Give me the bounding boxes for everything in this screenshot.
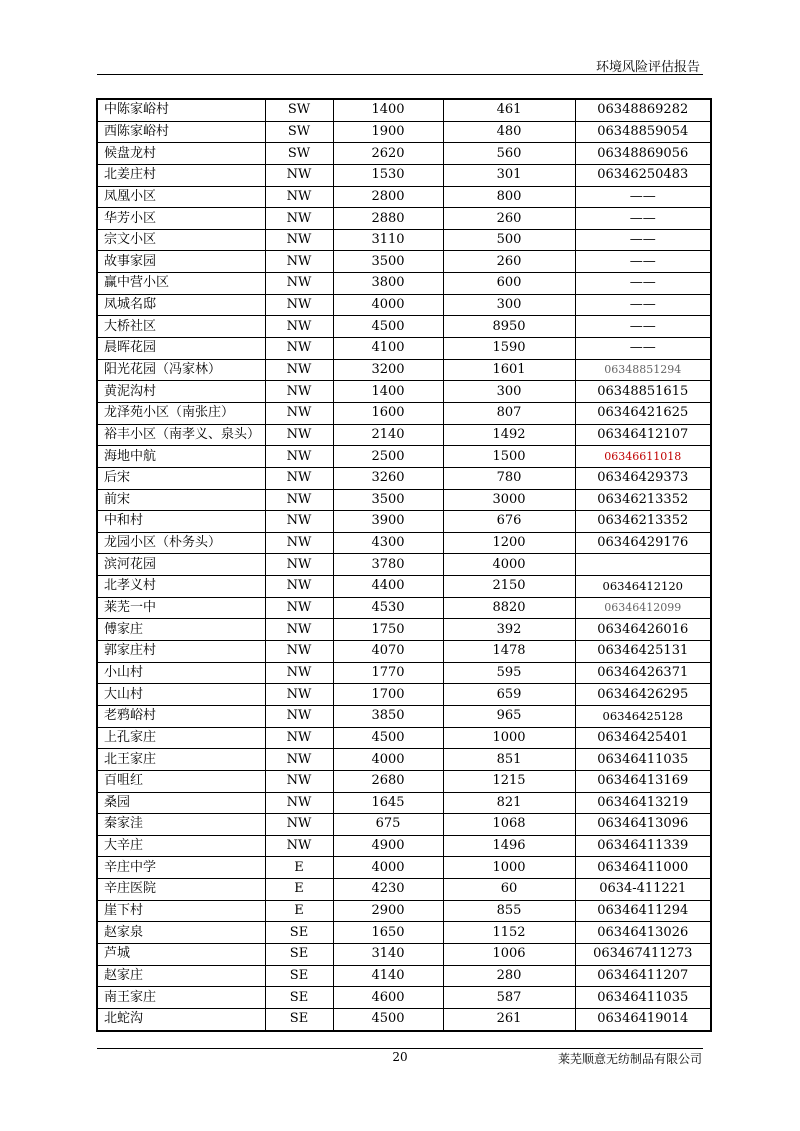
table-row <box>97 576 711 598</box>
population-cell: 1601 <box>443 359 575 381</box>
distance-cell: 3500 <box>333 489 443 511</box>
place-name-cell: 秦家洼 <box>97 814 265 836</box>
population-cell: 300 <box>443 381 575 403</box>
direction-cell: NW <box>265 705 333 727</box>
population-cell: 595 <box>443 662 575 684</box>
population-cell: 2150 <box>443 576 575 598</box>
distance-cell: 4230 <box>333 879 443 901</box>
phone-cell: —— <box>575 251 711 273</box>
table-row <box>97 532 711 554</box>
phone-cell: 06346412107 <box>575 424 711 446</box>
direction-cell: NW <box>265 273 333 295</box>
direction-cell: NW <box>265 749 333 771</box>
population-cell: 1152 <box>443 922 575 944</box>
phone-cell: 06346419014 <box>575 1008 711 1030</box>
table-row <box>97 489 711 511</box>
population-cell: 1200 <box>443 532 575 554</box>
distance-cell: 4500 <box>333 316 443 338</box>
place-name-cell: 赢中营小区 <box>97 273 265 295</box>
direction-cell: NW <box>265 554 333 576</box>
table-row <box>97 879 711 901</box>
direction-cell: NW <box>265 424 333 446</box>
table-row <box>97 338 711 360</box>
population-cell: 8950 <box>443 316 575 338</box>
phone-cell: 06346425131 <box>575 641 711 663</box>
direction-cell: NW <box>265 489 333 511</box>
distance-cell: 3200 <box>333 359 443 381</box>
place-name-cell: 后宋 <box>97 467 265 489</box>
phone-cell: 063467411273 <box>575 943 711 965</box>
place-name-cell: 小山村 <box>97 662 265 684</box>
direction-cell: NW <box>265 684 333 706</box>
direction-cell: NW <box>265 251 333 273</box>
table-row <box>97 705 711 727</box>
phone-cell: 06348851294 <box>575 359 711 381</box>
population-cell: 260 <box>443 208 575 230</box>
phone-cell: 06346413026 <box>575 922 711 944</box>
population-cell: 659 <box>443 684 575 706</box>
table-row <box>97 143 711 165</box>
place-name-cell: 龙园小区（朴务头） <box>97 532 265 554</box>
direction-cell: NW <box>265 229 333 251</box>
direction-cell: NW <box>265 186 333 208</box>
distance-cell: 2140 <box>333 424 443 446</box>
place-name-cell: 芦城 <box>97 943 265 965</box>
distance-cell: 4000 <box>333 294 443 316</box>
direction-cell: NW <box>265 727 333 749</box>
population-cell: 392 <box>443 619 575 641</box>
place-name-cell: 故事家园 <box>97 251 265 273</box>
population-cell: 1006 <box>443 943 575 965</box>
place-name-cell: 郭家庄村 <box>97 641 265 663</box>
place-name-cell: 裕丰小区（南孝义、泉头） <box>97 424 265 446</box>
table-row <box>97 662 711 684</box>
phone-cell: —— <box>575 208 711 230</box>
table-row <box>97 1008 711 1030</box>
phone-cell: 06346411207 <box>575 965 711 987</box>
table-row <box>97 684 711 706</box>
place-name-cell: 莱芜一中 <box>97 597 265 619</box>
population-cell: 1492 <box>443 424 575 446</box>
population-cell: 1000 <box>443 857 575 879</box>
distance-cell: 4530 <box>333 597 443 619</box>
footer-divider <box>97 1048 703 1049</box>
population-cell: 8820 <box>443 597 575 619</box>
table-row <box>97 359 711 381</box>
population-cell: 807 <box>443 402 575 424</box>
direction-cell: E <box>265 900 333 922</box>
phone-cell: —— <box>575 229 711 251</box>
report-title: 环境风险评估报告 <box>595 60 700 75</box>
phone-cell: 06348851615 <box>575 381 711 403</box>
population-cell: 1496 <box>443 835 575 857</box>
table-row <box>97 943 711 965</box>
direction-cell: NW <box>265 792 333 814</box>
population-cell: 1068 <box>443 814 575 836</box>
phone-cell: 0634-411221 <box>575 879 711 901</box>
table-row <box>97 381 711 403</box>
place-name-cell: 老鸦峪村 <box>97 705 265 727</box>
distance-cell: 1400 <box>333 99 443 121</box>
place-name-cell: 大桥社区 <box>97 316 265 338</box>
distance-cell: 4100 <box>333 338 443 360</box>
distance-cell: 4300 <box>333 532 443 554</box>
place-name-cell: 大山村 <box>97 684 265 706</box>
place-name-cell: 龙泽苑小区（南张庄） <box>97 402 265 424</box>
place-name-cell: 大辛庄 <box>97 835 265 857</box>
table-row <box>97 164 711 186</box>
population-cell: 280 <box>443 965 575 987</box>
table-row <box>97 554 711 576</box>
distance-cell: 4500 <box>333 727 443 749</box>
place-name-cell: 阳光花园（冯家林） <box>97 359 265 381</box>
place-name-cell: 晨晖花园 <box>97 338 265 360</box>
distance-cell: 2500 <box>333 446 443 468</box>
population-cell: 800 <box>443 186 575 208</box>
place-name-cell: 北王家庄 <box>97 749 265 771</box>
direction-cell: NW <box>265 294 333 316</box>
table-row <box>97 424 711 446</box>
direction-cell: NW <box>265 576 333 598</box>
direction-cell: NW <box>265 597 333 619</box>
population-cell: 260 <box>443 251 575 273</box>
phone-cell: 06346611018 <box>575 446 711 468</box>
place-name-cell: 宗文小区 <box>97 229 265 251</box>
company-name: 莱芜顺意无纺制品有限公司 <box>557 1052 702 1066</box>
population-cell: 4000 <box>443 554 575 576</box>
direction-cell: SE <box>265 1008 333 1030</box>
direction-cell: SW <box>265 143 333 165</box>
table-row <box>97 186 711 208</box>
population-cell: 1215 <box>443 770 575 792</box>
population-cell: 676 <box>443 511 575 533</box>
population-cell: 60 <box>443 879 575 901</box>
place-name-cell: 北蛇沟 <box>97 1008 265 1030</box>
distance-cell: 1900 <box>333 121 443 143</box>
direction-cell: NW <box>265 446 333 468</box>
distance-cell: 4000 <box>333 749 443 771</box>
direction-cell: SE <box>265 965 333 987</box>
population-cell: 780 <box>443 467 575 489</box>
table-row <box>97 251 711 273</box>
place-name-cell: 百咀红 <box>97 770 265 792</box>
direction-cell: SE <box>265 943 333 965</box>
table-body <box>97 99 711 1031</box>
place-name-cell: 傅家庄 <box>97 619 265 641</box>
distance-cell: 2680 <box>333 770 443 792</box>
population-cell: 1500 <box>443 446 575 468</box>
phone-cell: 06346429176 <box>575 532 711 554</box>
phone-cell: —— <box>575 294 711 316</box>
direction-cell: SE <box>265 922 333 944</box>
distance-cell: 1645 <box>333 792 443 814</box>
place-name-cell: 凤城名邸 <box>97 294 265 316</box>
place-name-cell: 南王家庄 <box>97 987 265 1009</box>
place-name-cell: 海地中航 <box>97 446 265 468</box>
direction-cell: NW <box>265 381 333 403</box>
distance-cell: 4070 <box>333 641 443 663</box>
population-cell: 600 <box>443 273 575 295</box>
table-row <box>97 965 711 987</box>
place-name-cell: 前宋 <box>97 489 265 511</box>
phone-cell: 06346213352 <box>575 489 711 511</box>
table-row <box>97 446 711 468</box>
phone-cell: 06348869056 <box>575 143 711 165</box>
distance-cell: 3140 <box>333 943 443 965</box>
header-divider <box>97 74 703 75</box>
phone-cell: 06346425401 <box>575 727 711 749</box>
population-cell: 965 <box>443 705 575 727</box>
direction-cell: NW <box>265 402 333 424</box>
direction-cell: E <box>265 857 333 879</box>
phone-cell: —— <box>575 338 711 360</box>
phone-cell: 06346411000 <box>575 857 711 879</box>
distance-cell: 1700 <box>333 684 443 706</box>
table-row <box>97 900 711 922</box>
table-row <box>97 294 711 316</box>
direction-cell: NW <box>265 814 333 836</box>
table-row <box>97 121 711 143</box>
table-row <box>97 99 711 121</box>
phone-cell: 06346421625 <box>575 402 711 424</box>
table-row <box>97 229 711 251</box>
distance-cell: 4600 <box>333 987 443 1009</box>
distance-cell: 4500 <box>333 1008 443 1030</box>
table-row <box>97 814 711 836</box>
table-row <box>97 857 711 879</box>
distance-cell: 3110 <box>333 229 443 251</box>
distance-cell: 2800 <box>333 186 443 208</box>
phone-cell: 06348869282 <box>575 99 711 121</box>
direction-cell: NW <box>265 208 333 230</box>
phone-cell: 06346426371 <box>575 662 711 684</box>
distance-cell: 2900 <box>333 900 443 922</box>
population-cell: 1000 <box>443 727 575 749</box>
table-row <box>97 641 711 663</box>
place-name-cell: 辛庄中学 <box>97 857 265 879</box>
table-row <box>97 273 711 295</box>
distance-cell: 1650 <box>333 922 443 944</box>
population-cell: 500 <box>443 229 575 251</box>
distance-cell: 4900 <box>333 835 443 857</box>
population-cell: 1590 <box>443 338 575 360</box>
direction-cell: NW <box>265 662 333 684</box>
population-cell: 480 <box>443 121 575 143</box>
sensitive-targets-table <box>96 98 712 1032</box>
table-row <box>97 835 711 857</box>
phone-cell: —— <box>575 186 711 208</box>
population-cell: 587 <box>443 987 575 1009</box>
direction-cell: NW <box>265 164 333 186</box>
table-row <box>97 208 711 230</box>
population-cell: 3000 <box>443 489 575 511</box>
population-cell: 301 <box>443 164 575 186</box>
direction-cell: E <box>265 879 333 901</box>
place-name-cell: 赵家庄 <box>97 965 265 987</box>
distance-cell: 1600 <box>333 402 443 424</box>
place-name-cell: 赵家泉 <box>97 922 265 944</box>
direction-cell: NW <box>265 532 333 554</box>
table-row <box>97 987 711 1009</box>
distance-cell: 3780 <box>333 554 443 576</box>
population-cell: 855 <box>443 900 575 922</box>
distance-cell: 3800 <box>333 273 443 295</box>
distance-cell: 2620 <box>333 143 443 165</box>
place-name-cell: 桑园 <box>97 792 265 814</box>
phone-cell: 06346411035 <box>575 987 711 1009</box>
place-name-cell: 中和村 <box>97 511 265 533</box>
table-row <box>97 619 711 641</box>
phone-cell: —— <box>575 273 711 295</box>
table-row <box>97 511 711 533</box>
distance-cell: 3850 <box>333 705 443 727</box>
phone-cell: 06346413219 <box>575 792 711 814</box>
phone-cell: 06346426016 <box>575 619 711 641</box>
table-row <box>97 727 711 749</box>
place-name-cell: 候盘龙村 <box>97 143 265 165</box>
distance-cell: 1400 <box>333 381 443 403</box>
direction-cell: SE <box>265 987 333 1009</box>
direction-cell: NW <box>265 338 333 360</box>
population-cell: 461 <box>443 99 575 121</box>
direction-cell: NW <box>265 511 333 533</box>
population-cell: 261 <box>443 1008 575 1030</box>
distance-cell: 4400 <box>333 576 443 598</box>
table-row <box>97 792 711 814</box>
direction-cell: SW <box>265 121 333 143</box>
population-cell: 851 <box>443 749 575 771</box>
distance-cell: 675 <box>333 814 443 836</box>
distance-cell: 3900 <box>333 511 443 533</box>
place-name-cell: 崖下村 <box>97 900 265 922</box>
phone-cell: —— <box>575 316 711 338</box>
population-cell: 1478 <box>443 641 575 663</box>
population-cell: 560 <box>443 143 575 165</box>
phone-cell: 06346411339 <box>575 835 711 857</box>
place-name-cell: 凤凰小区 <box>97 186 265 208</box>
direction-cell: NW <box>265 835 333 857</box>
phone-cell <box>575 554 711 576</box>
direction-cell: SW <box>265 99 333 121</box>
direction-cell: NW <box>265 359 333 381</box>
table-row <box>97 316 711 338</box>
place-name-cell: 北姜庄村 <box>97 164 265 186</box>
distance-cell: 4000 <box>333 857 443 879</box>
phone-cell: 06348859054 <box>575 121 711 143</box>
phone-cell: 06346413096 <box>575 814 711 836</box>
page-number: 20 <box>392 1050 408 1064</box>
population-cell: 821 <box>443 792 575 814</box>
table-row <box>97 597 711 619</box>
place-name-cell: 上孔家庄 <box>97 727 265 749</box>
distance-cell: 3500 <box>333 251 443 273</box>
direction-cell: NW <box>265 770 333 792</box>
phone-cell: 06346250483 <box>575 164 711 186</box>
distance-cell: 4140 <box>333 965 443 987</box>
place-name-cell: 黄泥沟村 <box>97 381 265 403</box>
phone-cell: 06346411035 <box>575 749 711 771</box>
distance-cell: 3260 <box>333 467 443 489</box>
distance-cell: 1750 <box>333 619 443 641</box>
phone-cell: 06346412099 <box>575 597 711 619</box>
table-row <box>97 402 711 424</box>
direction-cell: NW <box>265 641 333 663</box>
population-cell: 300 <box>443 294 575 316</box>
direction-cell: NW <box>265 467 333 489</box>
phone-cell: 06346426295 <box>575 684 711 706</box>
distance-cell: 2880 <box>333 208 443 230</box>
place-name-cell: 北孝义村 <box>97 576 265 598</box>
phone-cell: 06346411294 <box>575 900 711 922</box>
phone-cell: 06346213352 <box>575 511 711 533</box>
place-name-cell: 中陈家峪村 <box>97 99 265 121</box>
place-name-cell: 辛庄医院 <box>97 879 265 901</box>
distance-cell: 1770 <box>333 662 443 684</box>
phone-cell: 06346413169 <box>575 770 711 792</box>
phone-cell: 06346412120 <box>575 576 711 598</box>
table-row <box>97 770 711 792</box>
table-row <box>97 467 711 489</box>
distance-cell: 1530 <box>333 164 443 186</box>
direction-cell: NW <box>265 619 333 641</box>
place-name-cell: 华芳小区 <box>97 208 265 230</box>
phone-cell: 06346429373 <box>575 467 711 489</box>
table-row <box>97 749 711 771</box>
place-name-cell: 滨河花园 <box>97 554 265 576</box>
direction-cell: NW <box>265 316 333 338</box>
table-row <box>97 922 711 944</box>
phone-cell: 06346425128 <box>575 705 711 727</box>
place-name-cell: 西陈家峪村 <box>97 121 265 143</box>
